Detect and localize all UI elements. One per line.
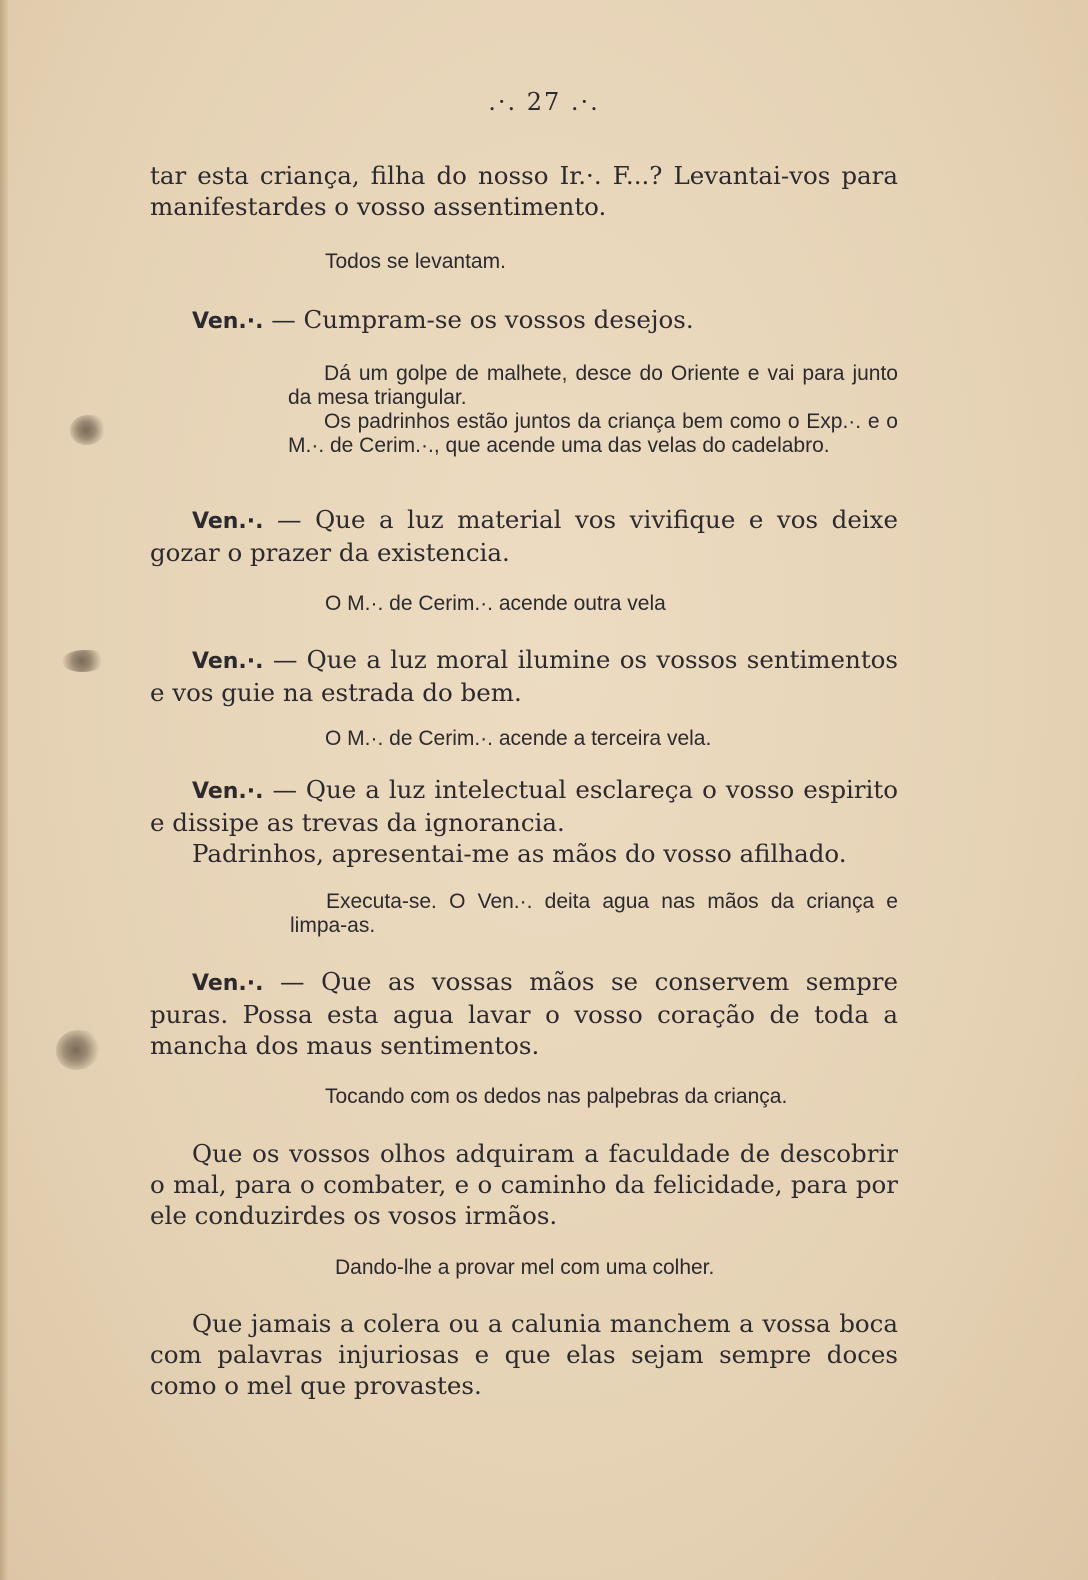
speaker-label: Ven.·. xyxy=(192,971,264,996)
worm-hole-3 xyxy=(56,1030,100,1070)
speaker-label: Ven.·. xyxy=(192,309,264,334)
speech-mouth: Que jamais a colera ou a calunia manchem a vossa boca com palavras injuriosas e que elas sejam sempre doces como o mel que provastes. xyxy=(150,1309,898,1400)
speech-ven-4: Ven.·. — Que a luz intelectual esclareça o vosso espirito e dissipe as trevas da ignorancia. Padrinhos, apresentai-me as mãos do vosso afilhado. xyxy=(150,775,898,868)
speech-ven-2: Ven.·. — Que a luz material vos vivifique e vos deixe gozar o prazer da existencia. xyxy=(150,505,898,567)
stage-direction-2: Dá um golpe de malhete, desce do Oriente e vai para junto da mesa triangular. Os padrinhos estão juntos da criança bem como o Exp.·. e o M.·. de Cerim.·., que acende uma das velas do cadelabro. xyxy=(288,362,898,457)
speech-paragraph: tar esta criança, filha do nosso Ir.·. F...? Levantai-vos para manifestardes o vosso assentimento. xyxy=(150,161,898,221)
worm-hole-1 xyxy=(70,415,106,445)
speaker-label: Ven.·. xyxy=(192,649,264,674)
stage-direction-5: Executa-se. O Ven.·. deita agua nas mãos da criança e limpa-as. xyxy=(290,890,898,937)
speaker-label: Ven.·. xyxy=(192,509,264,534)
speaker-label: Ven.·. xyxy=(192,779,264,804)
stage-direction-4: O M.·. de Cerim.·. acende a terceira vela. xyxy=(325,727,712,750)
page-number: .·. 27 .·. xyxy=(488,88,600,116)
speech-eyes: Que os vossos olhos adquiram a faculdade de descobrir o mal, para o combater, e o caminho da felicidade, para por ele conduzirdes os vosos irmãos. xyxy=(150,1139,898,1230)
worm-hole-2 xyxy=(62,650,106,672)
speech-ven-1: Ven.·. — Cumpram-se os vossos desejos. xyxy=(192,305,694,334)
page-edge-shadow xyxy=(0,0,8,1580)
stage-direction-1: Todos se levantam. xyxy=(325,250,506,273)
speech-ven-3: Ven.·. — Que a luz moral ilumine os vossos sentimentos e vos guie na estrada do bem. xyxy=(150,645,898,707)
speech-ven-5: Ven.·. — Que as vossas mãos se conservem sempre puras. Possa esta agua lavar o vosso coração de toda a mancha dos maus sentimentos. xyxy=(150,967,898,1060)
text-block-1 xyxy=(150,160,898,222)
stage-direction-7: Dando-lhe a provar mel com uma colher. xyxy=(335,1256,715,1279)
stage-direction-3: O M.·. de Cerim.·. acende outra vela xyxy=(325,592,666,615)
stage-direction-6: Tocando com os dedos nas palpebras da criança. xyxy=(325,1085,788,1108)
